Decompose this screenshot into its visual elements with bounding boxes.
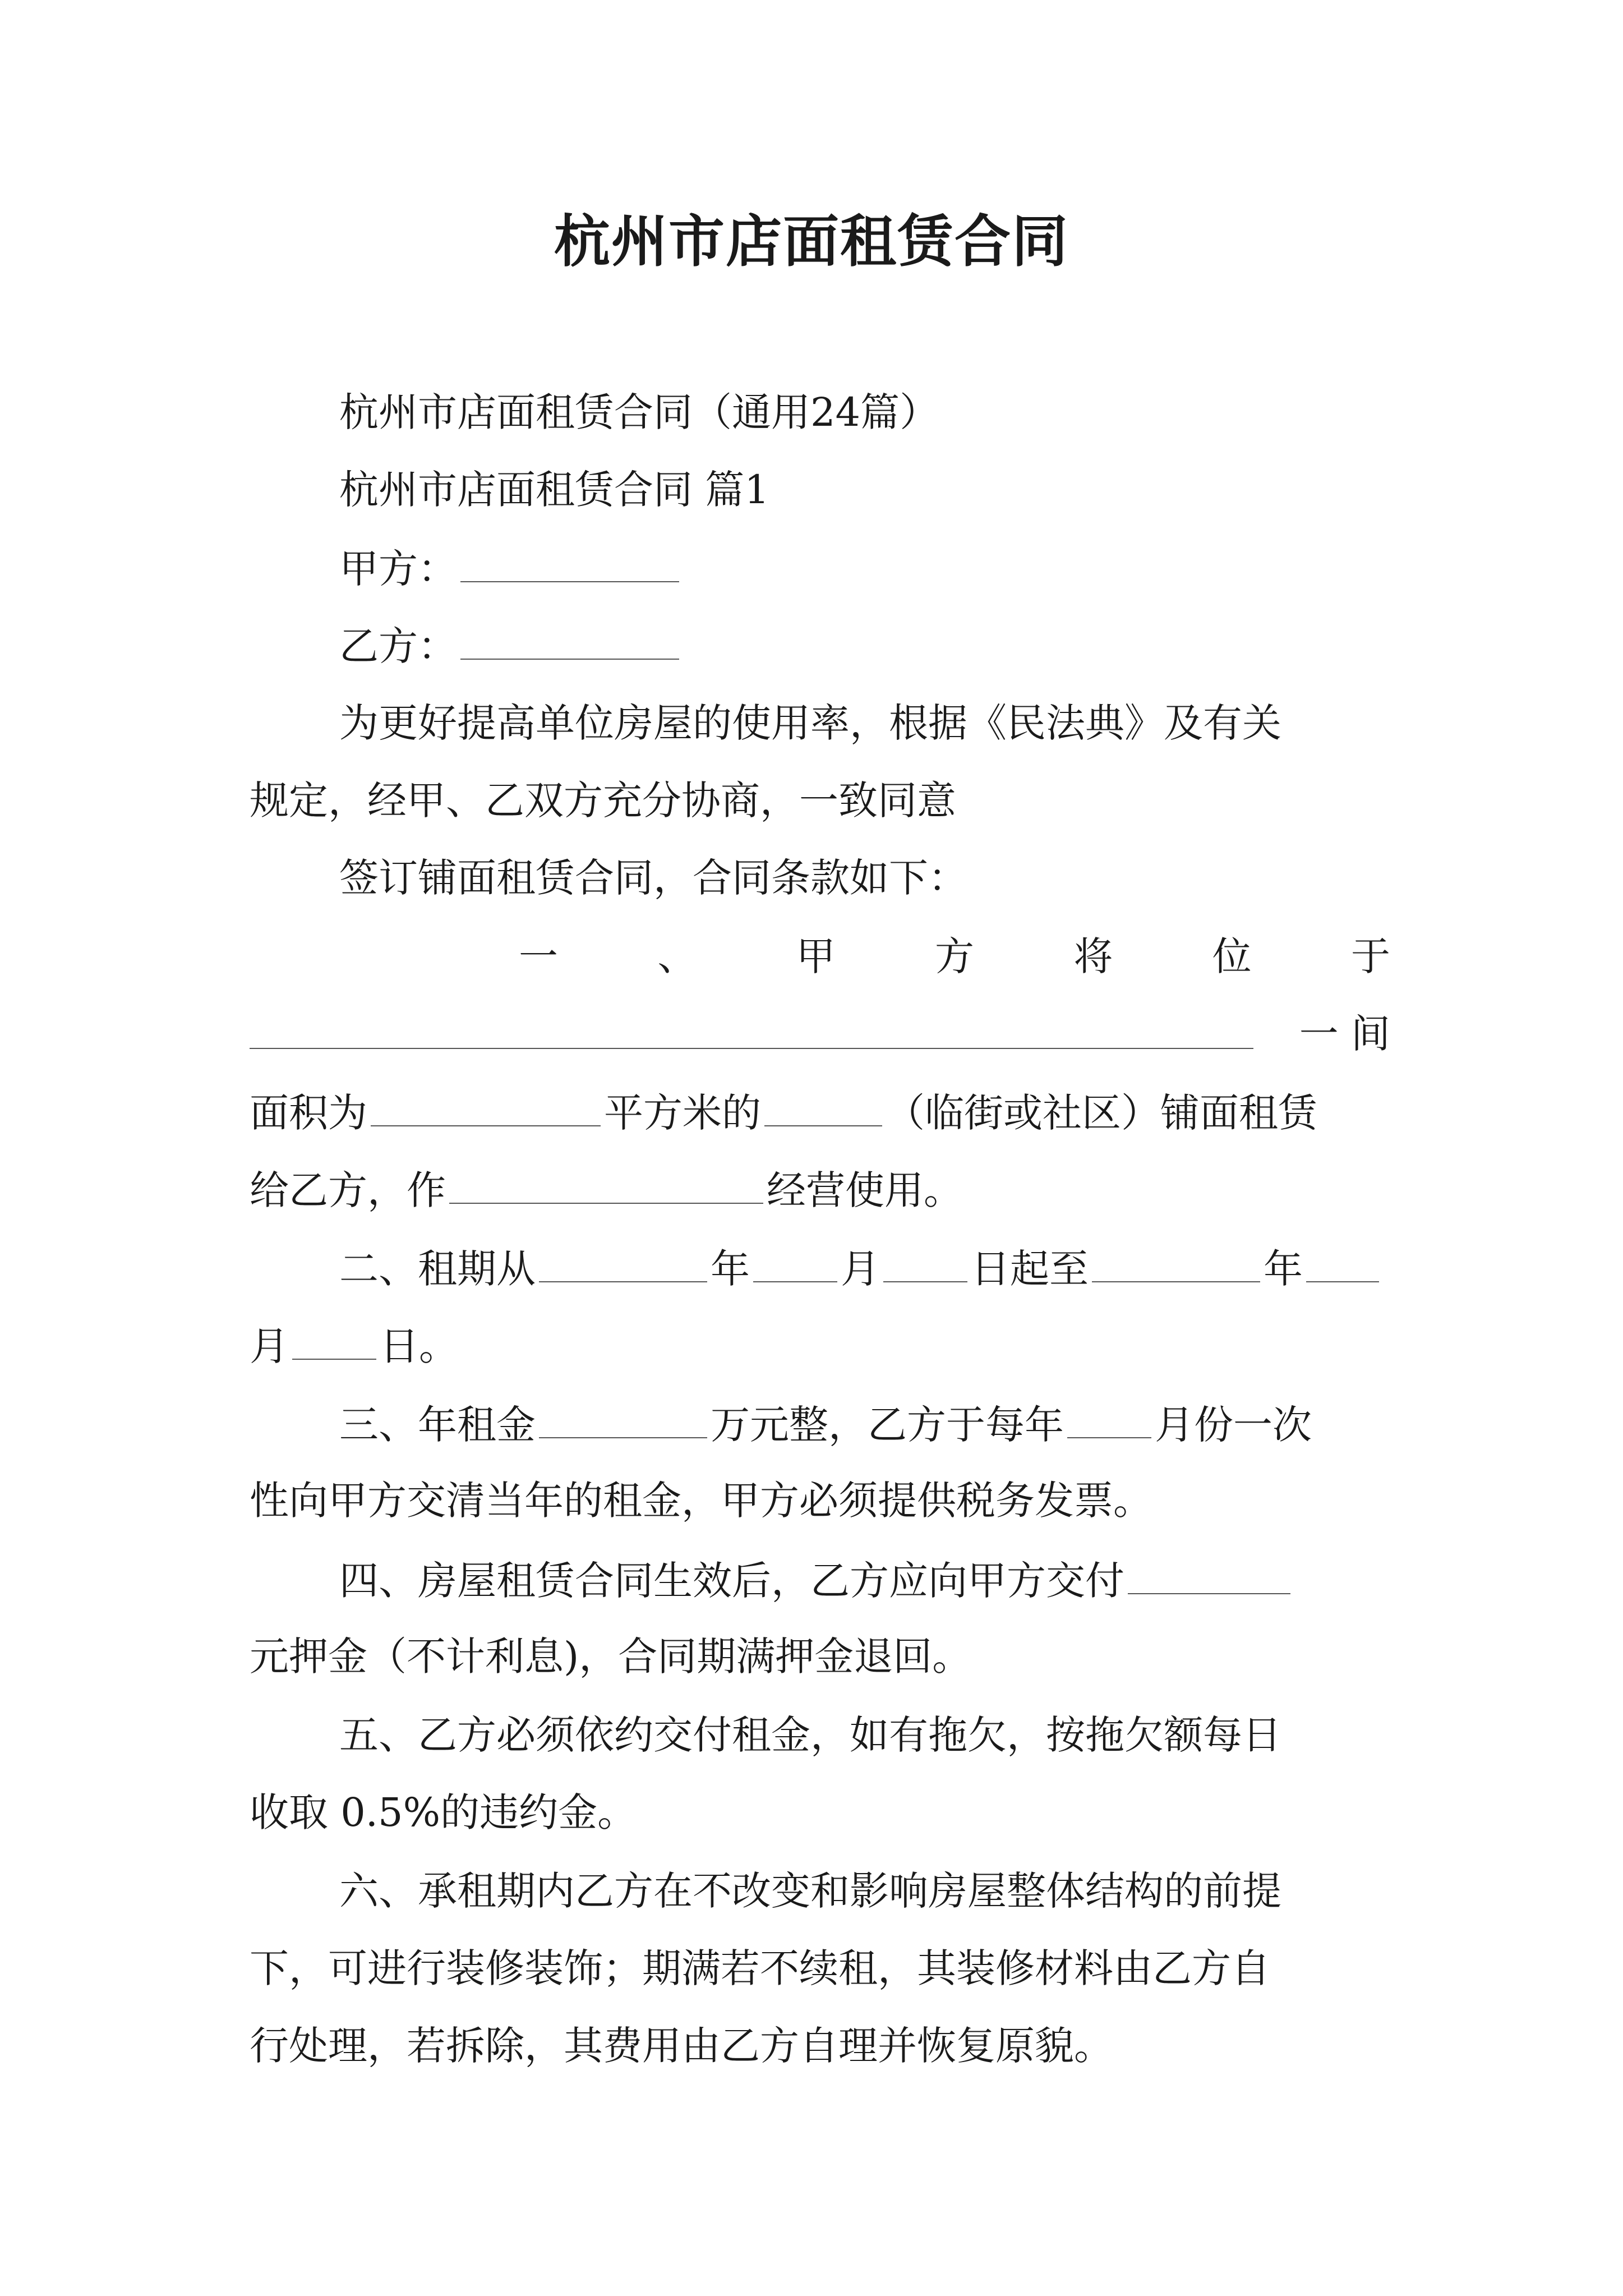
area-blank bbox=[371, 1086, 601, 1126]
clause-4-line-1 bbox=[339, 1554, 1390, 1606]
location-blank bbox=[250, 1009, 1253, 1049]
clause-3-line-2: 性向甲方交清当年的租金，甲方必须提供税务发票。 bbox=[250, 1478, 1152, 1524]
start-day-blank bbox=[883, 1242, 967, 1282]
clause-1-char: 、 bbox=[657, 933, 697, 979]
clause-1-char: 于 bbox=[1350, 933, 1390, 979]
clause-1-line-3 bbox=[250, 1086, 1390, 1138]
clause-2-line-2 bbox=[250, 1319, 1390, 1372]
party-a-blank bbox=[460, 542, 679, 582]
deposit-blank bbox=[1128, 1554, 1290, 1594]
end-day-blank bbox=[292, 1319, 376, 1360]
clause-2-line-1 bbox=[339, 1242, 1390, 1294]
start-year-blank bbox=[539, 1242, 707, 1282]
clause-1-text: （临街或社区）铺面租赁 bbox=[886, 1090, 1317, 1136]
party-b-label: 乙方： bbox=[339, 623, 457, 669]
clause-3-text: 月份一次 bbox=[1155, 1402, 1312, 1448]
clause-5-line-2: 收取 0.5%的违约金。 bbox=[250, 1789, 637, 1835]
sign-line: 签订铺面租赁合同，合同条款如下： bbox=[339, 855, 967, 901]
clause-2-text: 日起至 bbox=[971, 1246, 1089, 1292]
clause-1-char: 一 bbox=[519, 933, 558, 979]
pay-month-blank bbox=[1067, 1398, 1151, 1438]
clause-1-char: 位 bbox=[1212, 933, 1252, 979]
clause-1-text: 面积为 bbox=[250, 1090, 367, 1136]
clause-4-text: 四、房屋租赁合同生效后，乙方应向甲方交付 bbox=[339, 1558, 1124, 1604]
clause-1-text: 平方米的 bbox=[604, 1090, 761, 1136]
clause-2-text: 年 bbox=[1264, 1246, 1303, 1292]
clause-2-text: 二、租期从 bbox=[339, 1246, 536, 1292]
clause-3-line-1 bbox=[339, 1398, 1390, 1450]
party-b-blank bbox=[460, 619, 679, 660]
clause-1-line-4 bbox=[250, 1163, 1390, 1216]
type-blank bbox=[764, 1086, 882, 1126]
party-a-line bbox=[339, 542, 1390, 594]
rent-blank bbox=[539, 1398, 707, 1438]
clause-2-text: 日。 bbox=[380, 1323, 458, 1369]
clause-1-text: 给乙方，作 bbox=[250, 1167, 446, 1213]
clause-2-text: 月 bbox=[250, 1323, 289, 1369]
clause-1-line-1 bbox=[519, 931, 1390, 982]
clause-1-char: 方 bbox=[934, 933, 974, 979]
clause-3-text: 万元整，乙方于每年 bbox=[711, 1402, 1064, 1448]
intro-line-1: 为更好提高单位房屋的使用率，根据《民法典》及有关 bbox=[339, 700, 1281, 746]
document-title: 杭州市店面租赁合同 bbox=[554, 209, 1069, 274]
clause-1-char: 甲 bbox=[796, 933, 836, 979]
clause-2-text: 年 bbox=[711, 1246, 750, 1292]
clause-2-text: 月 bbox=[841, 1246, 880, 1292]
clause-6-line-3: 行处理，若拆除，其费用由乙方自理并恢复原貌。 bbox=[250, 2023, 1113, 2069]
intro-line-2: 规定，经甲、乙双方充分协商，一致同意 bbox=[250, 777, 956, 823]
document-subtitle: 杭州市店面租赁合同（通用24篇） bbox=[339, 389, 939, 435]
clause-6-line-1: 六、承租期内乙方在不改变和影响房屋整体结构的前提 bbox=[339, 1868, 1281, 1914]
clause-5-line-1: 五、乙方必须依约交付租金，如有拖欠，按拖欠额每日 bbox=[339, 1712, 1281, 1758]
end-month-blank bbox=[1306, 1242, 1379, 1282]
party-a-label: 甲方： bbox=[339, 546, 457, 592]
clause-1-char: 将 bbox=[1073, 933, 1113, 979]
chapter-heading: 杭州市店面租赁合同 篇1 bbox=[339, 467, 769, 513]
clause-4-line-2: 元押金（不计利息)，合同期满押金退回。 bbox=[250, 1634, 972, 1680]
usage-blank bbox=[449, 1163, 763, 1204]
start-month-blank bbox=[753, 1242, 837, 1282]
end-year-blank bbox=[1092, 1242, 1260, 1282]
clause-6-line-2: 下，可进行装修装饰；期满若不续租，其装修材料由乙方自 bbox=[250, 1945, 1270, 1991]
clause-1-line-2 bbox=[250, 1009, 1390, 1061]
clause-1-unit: 一 间 bbox=[1299, 1011, 1390, 1057]
clause-3-text: 三、年租金 bbox=[339, 1402, 536, 1448]
clause-1-text: 经营使用。 bbox=[767, 1167, 963, 1213]
party-b-line bbox=[339, 619, 1390, 671]
